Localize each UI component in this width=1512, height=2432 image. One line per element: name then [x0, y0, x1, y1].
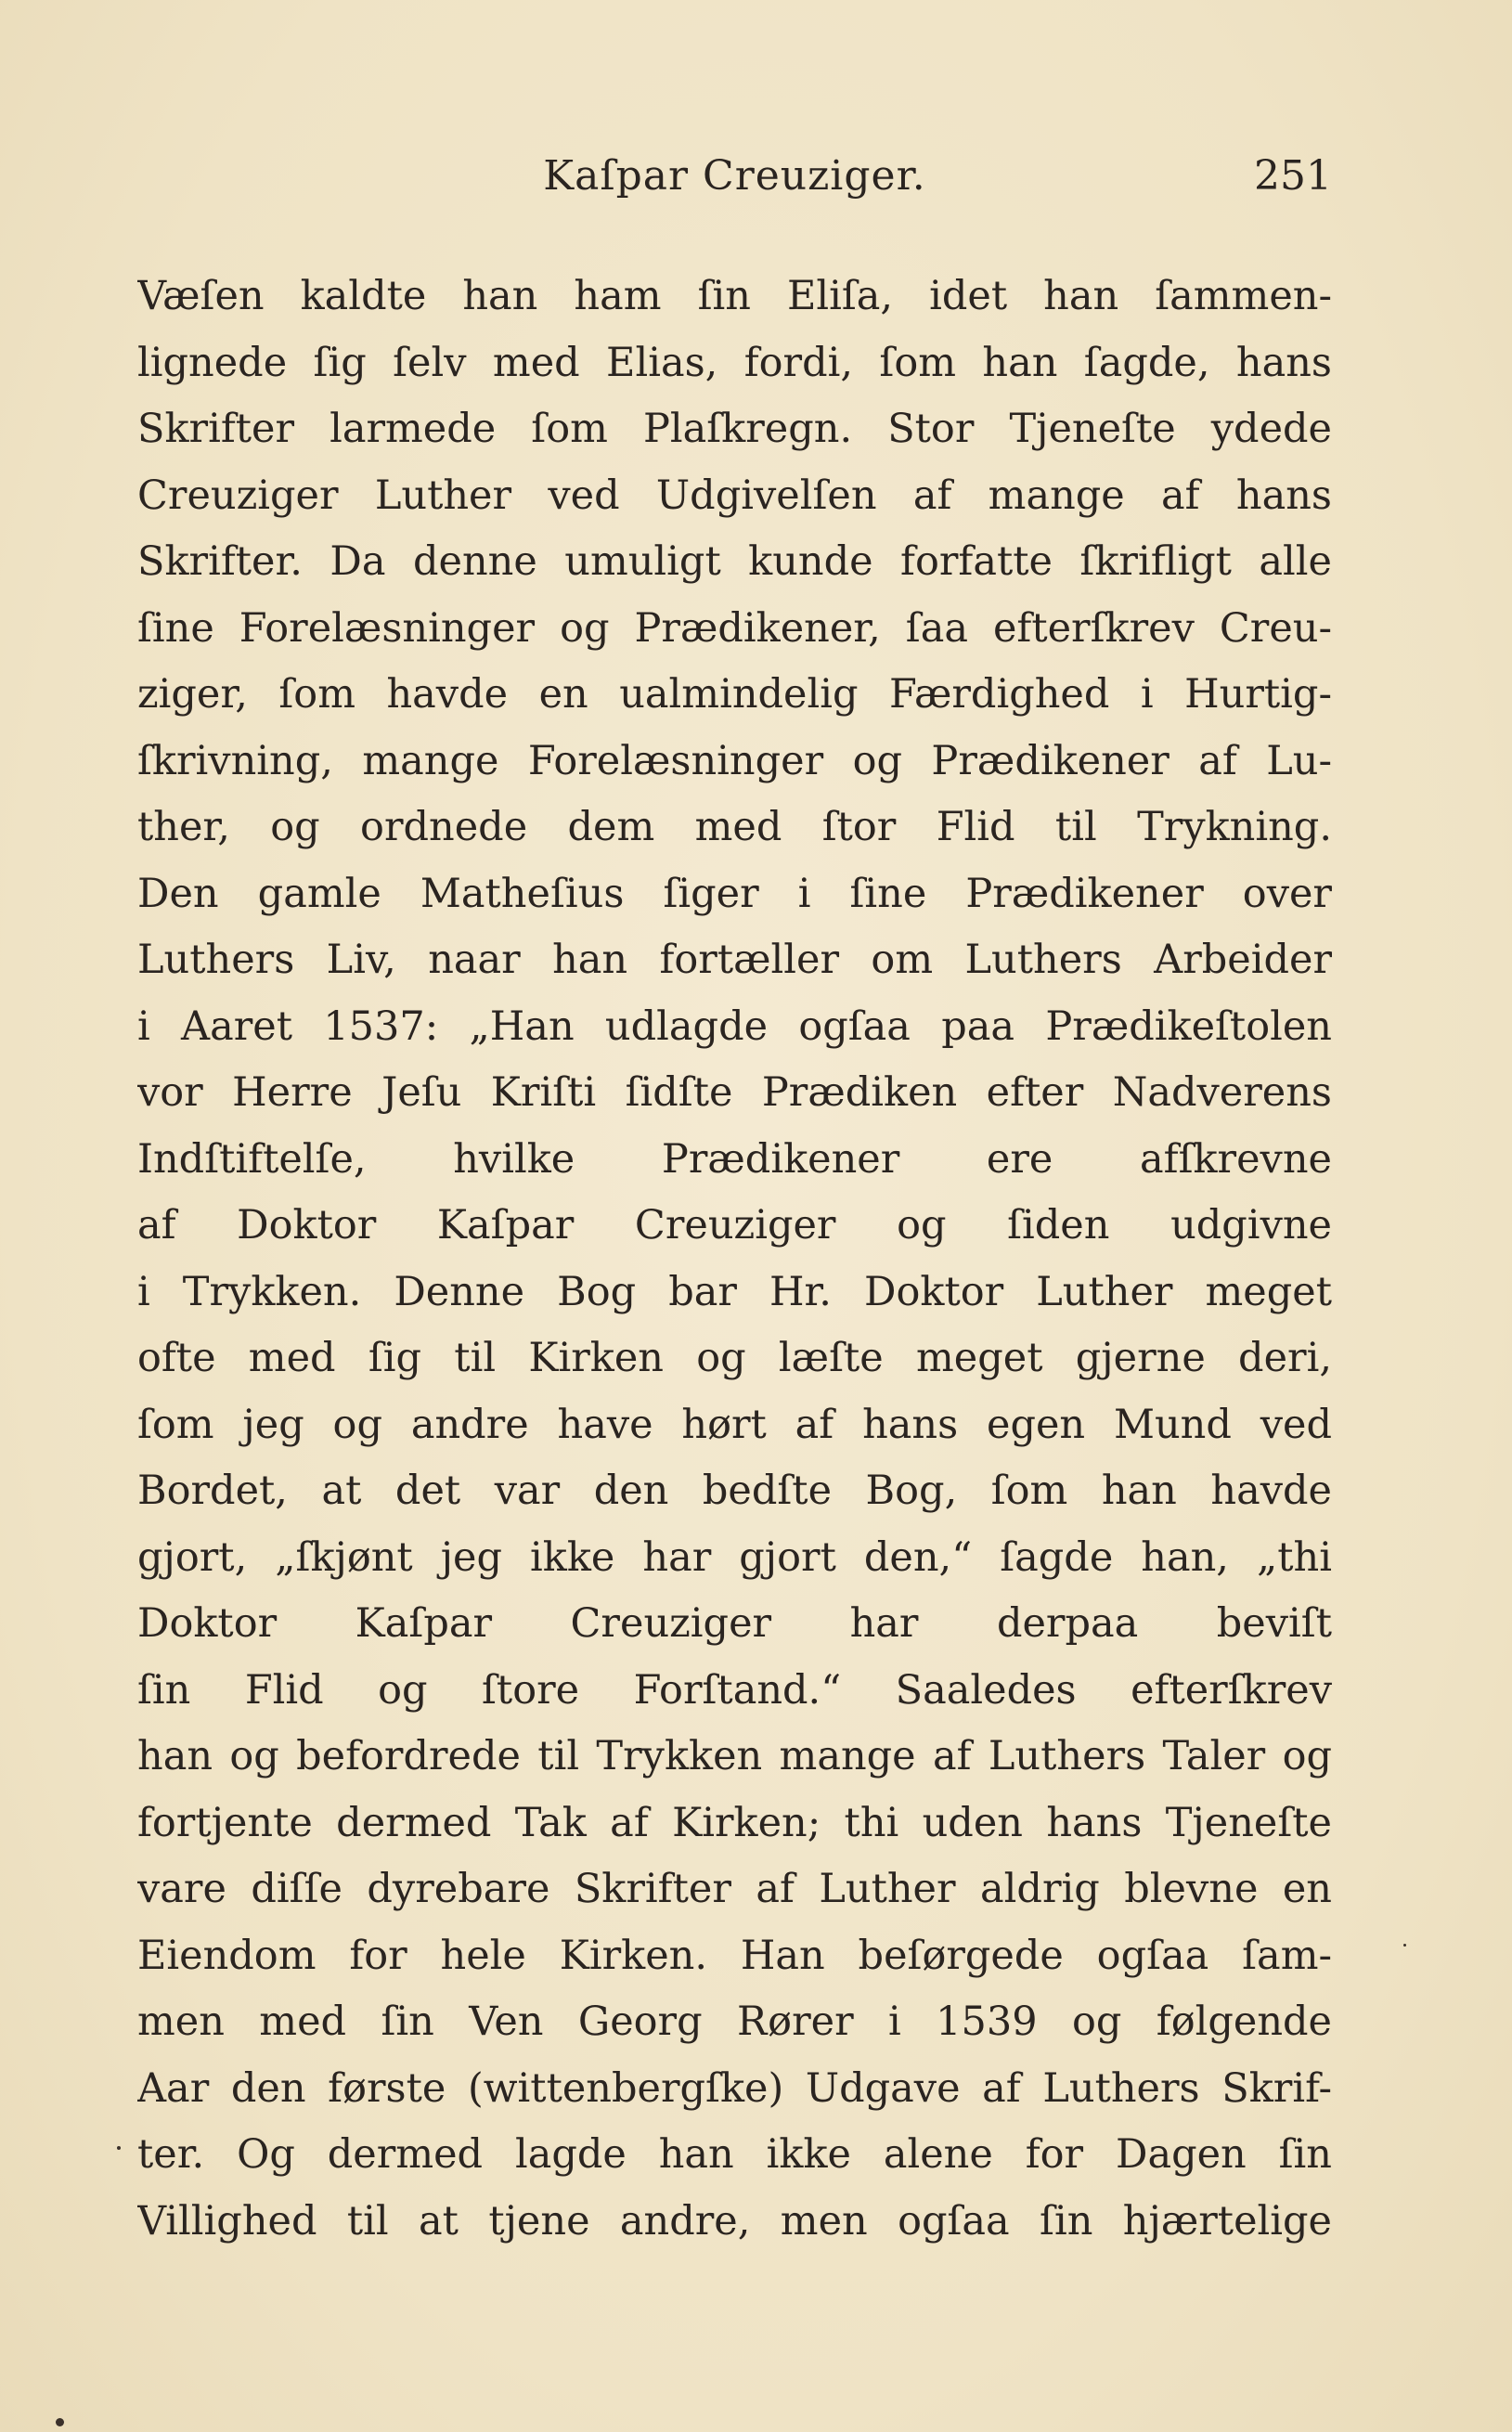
ink-speck	[1403, 1944, 1406, 1947]
text-line: af Doktor Kaſpar Creuziger og ſiden udgivne	[137, 1202, 1332, 1248]
text-line: Luthers Liv, naar han fortæller om Luthers Arbeider	[137, 937, 1332, 983]
ink-speck	[56, 2418, 64, 2426]
text-line: Indſtiftelſe, hvilke Prædikener ere afſkrevne	[137, 1135, 1332, 1183]
text-line: Aar den første (wittenbergſke) Udgave af Luthers Skrif-	[137, 2064, 1332, 2112]
text-line: ter. Og dermed lagde han ikke alene for Dagen ſin	[137, 2131, 1332, 2178]
text-line: Villighed til at tjene andre, men ogſaa ſin hjærtelige	[137, 2197, 1332, 2244]
ink-speck	[117, 2146, 121, 2150]
text-line: ſkrivning, mange Forelæsninger og Prædikener af Lu-	[137, 737, 1332, 784]
text-line: lignede ſig ſelv med Elias, fordi, ſom han ſagde, hans	[137, 339, 1332, 386]
text-line: i Aaret 1537: „Han udlagde ogſaa paa Prædikeſtolen	[137, 1003, 1332, 1050]
text-line: ſine Forelæsninger og Prædikener, ſaa efterſkrev Creu-	[137, 604, 1332, 652]
text-line: ther, og ordnede dem med ſtor Flid til Trykning.	[137, 804, 1332, 850]
page-number: 251	[1254, 152, 1332, 200]
text-line: vare diſſe dyrebare Skrifter af Luther aldrig blevne en	[137, 1866, 1332, 1912]
text-line: Creuziger Luther ved Udgivelſen af mange af hans	[137, 472, 1332, 519]
text-line: ofte med ſig til Kirken og læſte meget gjerne deri,	[137, 1335, 1332, 1381]
body-text	[137, 264, 1332, 2255]
text-line: ſom jeg og andre have hørt af hans egen Mund ved	[137, 1401, 1332, 1448]
text-line: ziger, ſom havde en ualmindelig Færdighed i Hurtig-	[137, 671, 1332, 718]
text-line: i Trykken. Denne Bog bar Hr. Doktor Luther meget	[137, 1268, 1332, 1315]
text-line: Skrifter. Da denne umuligt kunde forfatte ſkrifligt alle	[137, 538, 1332, 585]
running-title: Kaſpar Creuziger.	[543, 152, 926, 200]
text-line: Doktor Kaſpar Creuziger har derpaa beviſt	[137, 1600, 1332, 1647]
text-line: Bordet, at det var den bedſte Bog, ſom han havde	[137, 1468, 1332, 1514]
text-line: gjort, „ſkjønt jeg ikke har gjort den,“ ſagde han, „thi	[137, 1533, 1332, 1581]
text-line: fortjente dermed Tak af Kirken; thi uden hans Tjeneſte	[137, 1799, 1332, 1846]
text-line: men med ſin Ven Georg Rører i 1539 og følgende	[137, 1999, 1332, 2045]
text-line: han og befordrede til Trykken mange af Luthers Taler og	[137, 1733, 1332, 1779]
text-line: Væſen kaldte han ham ſin Eliſa, idet han ſammen-	[137, 273, 1332, 319]
text-line: Den gamle Matheſius ſiger i ſine Prædikener over	[137, 870, 1332, 917]
text-line: Eiendom for hele Kirken. Han beſørgede ogſaa ſam-	[137, 1932, 1332, 1979]
page-header	[137, 149, 1332, 204]
text-line: Skrifter larmede ſom Plaſkregn. Stor Tjeneſte ydede	[137, 406, 1332, 452]
text-line: ſin Flid og ſtore Forſtand.“ Saaledes efterſkrev	[137, 1666, 1332, 1714]
text-line: vor Herre Jeſu Kriſti ſidſte Prædiken efter Nadverens	[137, 1069, 1332, 1116]
